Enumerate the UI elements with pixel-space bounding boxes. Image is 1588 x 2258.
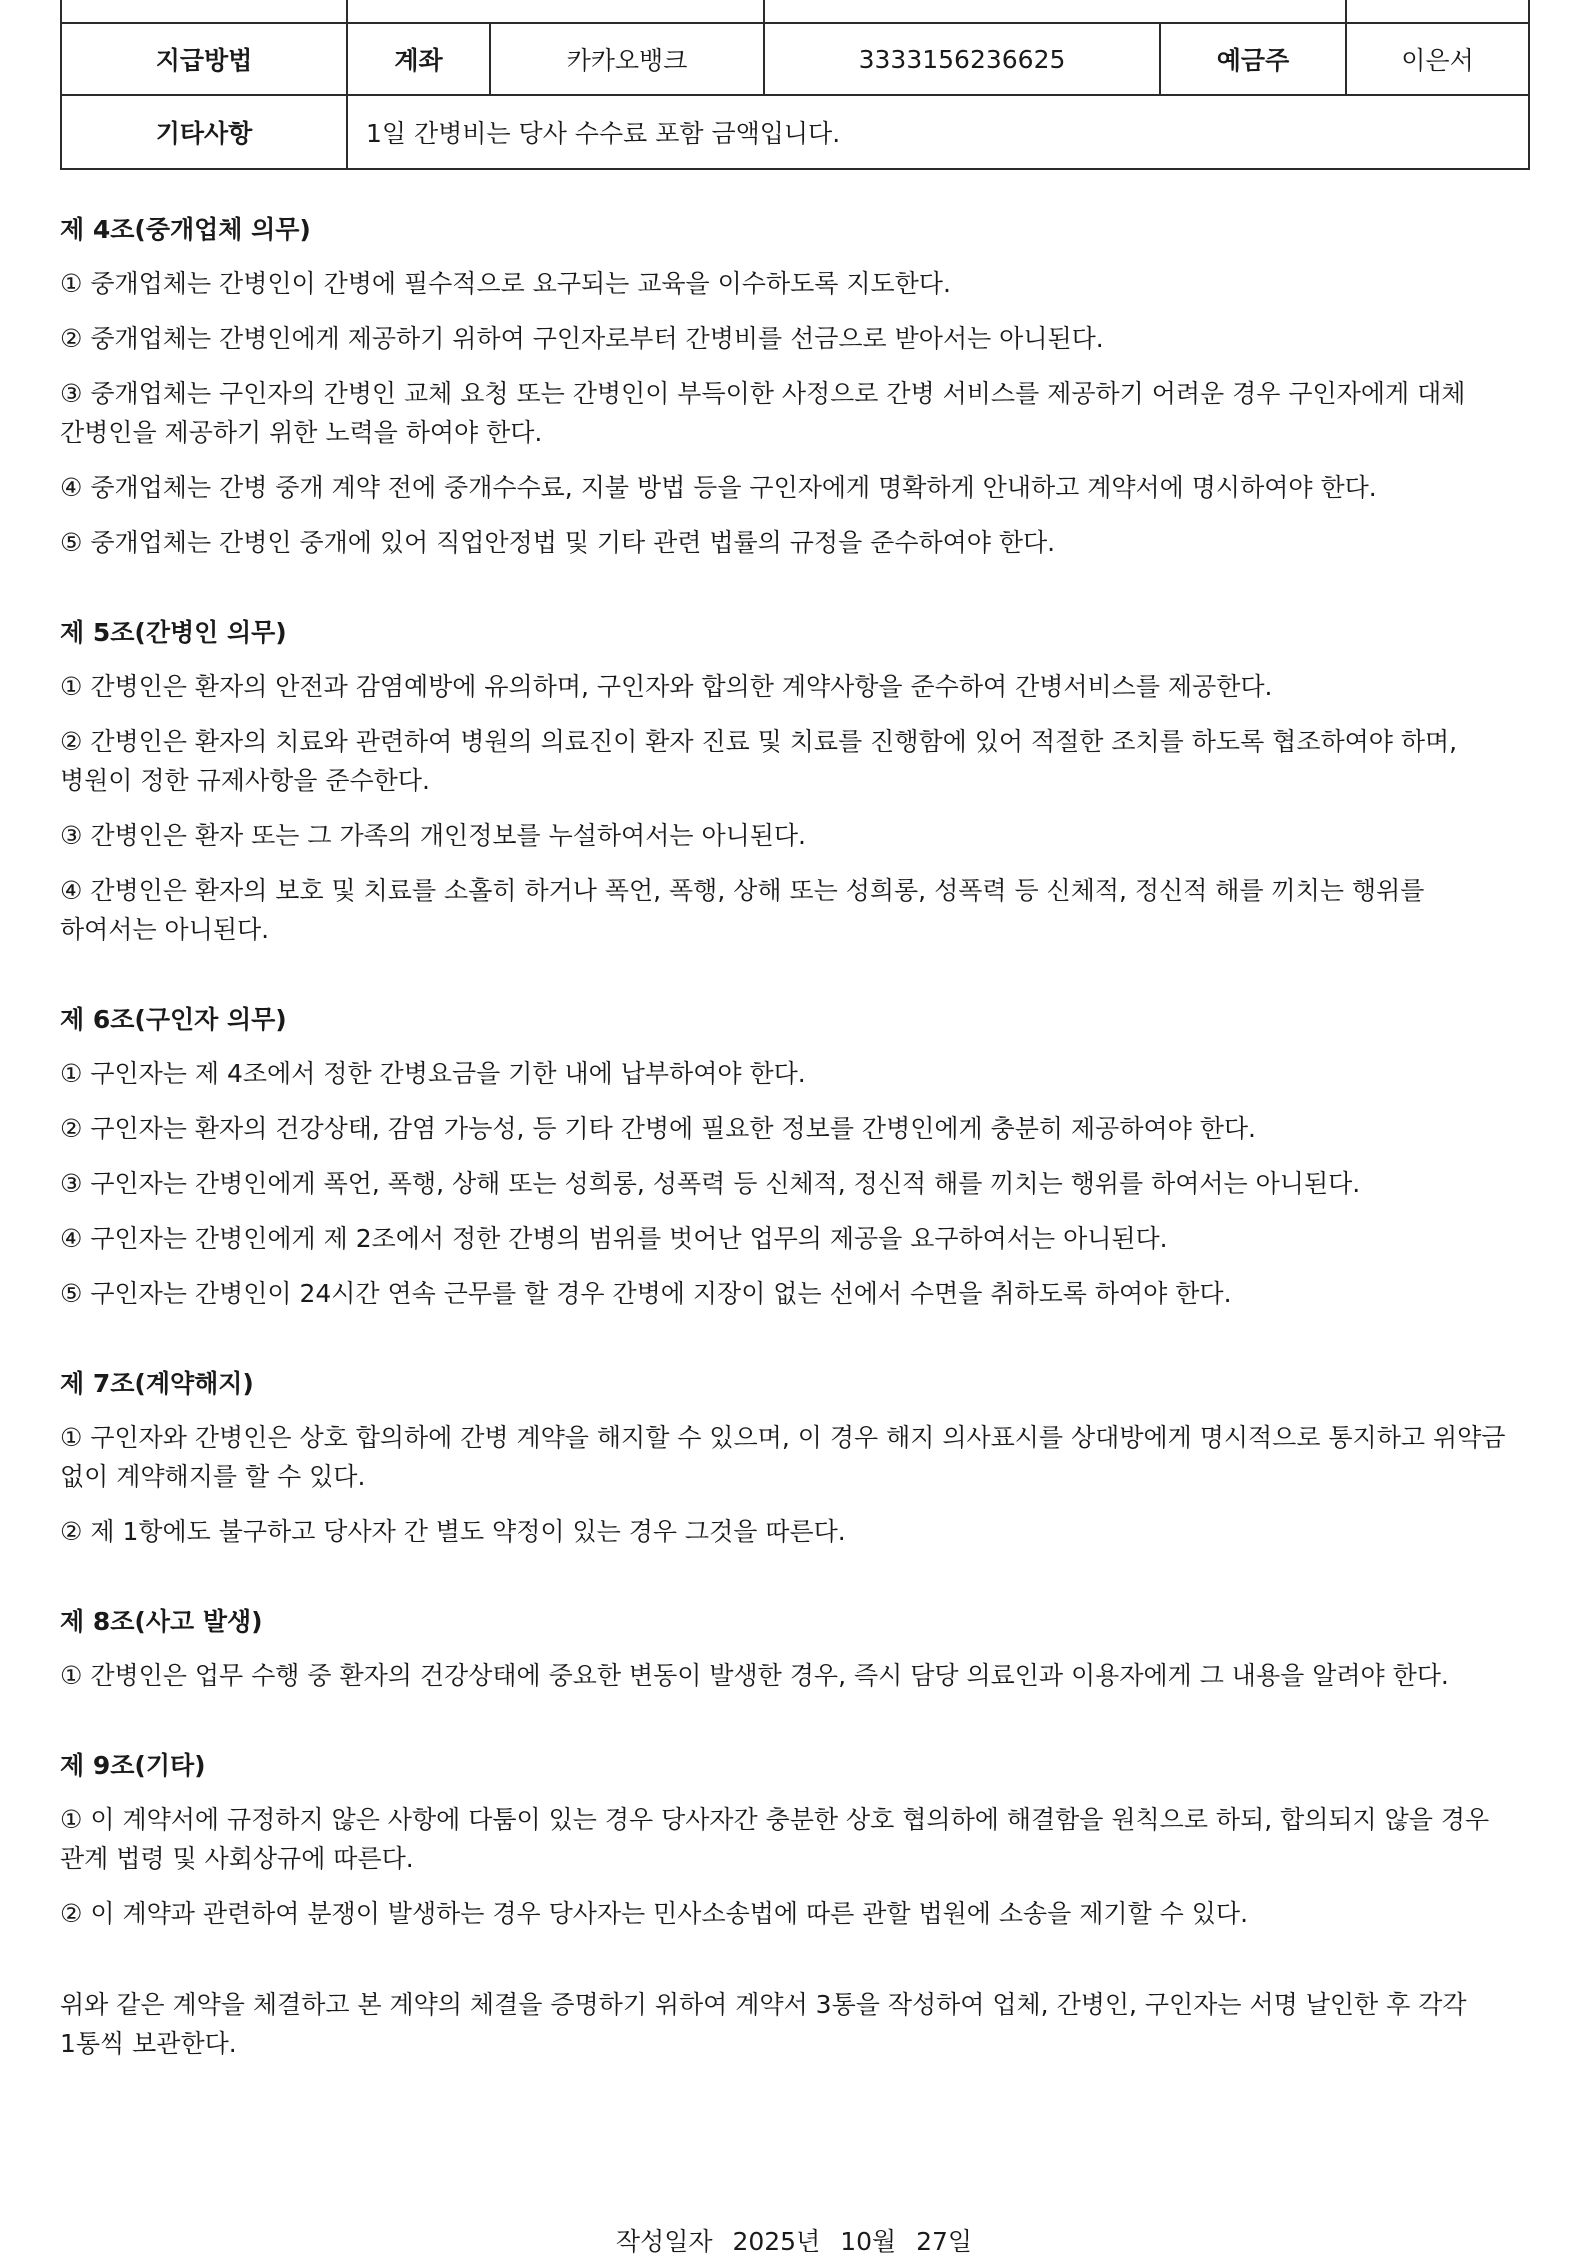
table-cell <box>61 0 347 23</box>
table-row-payment-method <box>61 23 1529 95</box>
article-6 <box>60 1000 1528 1313</box>
bank-name: 카카오뱅크 <box>490 23 764 95</box>
clause: ③ 중개업체는 구인자의 간병인 교체 요청 또는 간병인이 부득이한 사정으로 간병 서비스를 제공하기 어려운 경우 구인자에게 대체 간병인을 제공하기 위한 노력을 하여야 한다. <box>60 379 1466 447</box>
payment-info-table <box>60 0 1530 170</box>
clause: ② 구인자는 환자의 건강상태, 감염 가능성, 등 기타 간병에 필요한 정보를 간병인에게 충분히 제공하여야 한다. <box>60 1114 1256 1143</box>
article-9 <box>60 1746 1528 1933</box>
clause: ① 간병인은 환자의 안전과 감염예방에 유의하며, 구인자와 합의한 계약사항을 준수하여 간병서비스를 제공한다. <box>60 672 1273 701</box>
date-label: 작성일자 <box>615 2227 713 2256</box>
table-row-partial <box>61 0 1529 23</box>
notes-label: 기타사항 <box>61 95 347 169</box>
clause: ① 구인자와 간병인은 상호 합의하에 간병 계약을 해지할 수 있으며, 이 경우 해지 의사표시를 상대방에게 명시적으로 통지하고 위약금 없이 계약해지를 할 수 있다. <box>60 1423 1506 1491</box>
article-5 <box>60 613 1528 949</box>
date-month: 10월 <box>840 2227 897 2256</box>
article-title: 제 5조(간병인 의무) <box>60 618 287 647</box>
article-title: 제 8조(사고 발생) <box>60 1607 263 1636</box>
article-4 <box>60 210 1528 562</box>
account-number: 3333156236625 <box>764 23 1160 95</box>
clause: ③ 구인자는 간병인에게 폭언, 폭행, 상해 또는 성희롱, 성폭력 등 신체적, 정신적 해를 끼치는 행위를 하여서는 아니된다. <box>60 1169 1361 1198</box>
contract-body <box>60 210 1528 2063</box>
clause: ① 이 계약서에 규정하지 않은 사항에 다툼이 있는 경우 당사자간 충분한 상호 협의하에 해결함을 원칙으로 하되, 합의되지 않을 경우 관계 법령 및 사회상규에 따른다. <box>60 1805 1490 1873</box>
clause: ① 간병인은 업무 수행 중 환자의 건강상태에 중요한 변동이 발생한 경우, 즉시 담당 의료인과 이용자에게 그 내용을 알려야 한다. <box>60 1661 1449 1690</box>
date-day: 27일 <box>916 2227 973 2256</box>
table-cell <box>1346 0 1529 23</box>
payment-type-label: 계좌 <box>347 23 490 95</box>
closing-statement: 위와 같은 계약을 체결하고 본 계약의 체결을 증명하기 위하여 계약서 3통을 작성하여 업체, 간병인, 구인자는 서명 날인한 후 각각 1통씩 보관한다. <box>60 1990 1467 2058</box>
clause: ④ 중개업체는 간병 중개 계약 전에 중개수수료, 지불 방법 등을 구인자에게 명확하게 안내하고 계약서에 명시하여야 한다. <box>60 473 1377 502</box>
payment-method-label: 지급방법 <box>61 23 347 95</box>
notes-text: 1일 간병비는 당사 수수료 포함 금액입니다. <box>347 95 1529 169</box>
clause: ③ 간병인은 환자 또는 그 가족의 개인정보를 누설하여서는 아니된다. <box>60 821 806 850</box>
clause: ② 중개업체는 간병인에게 제공하기 위하여 구인자로부터 간병비를 선금으로 받아서는 아니된다. <box>60 324 1104 353</box>
article-7 <box>60 1364 1528 1551</box>
clause: ② 간병인은 환자의 치료와 관련하여 병원의 의료진이 환자 진료 및 치료를 진행함에 있어 적절한 조치를 하도록 협조하여야 하며, 병원이 정한 규제사항을 준수한다. <box>60 727 1458 795</box>
table-row-notes <box>61 95 1529 169</box>
clause: ⑤ 중개업체는 간병인 중개에 있어 직업안정법 및 기타 관련 법률의 규정을 준수하여야 한다. <box>60 528 1056 557</box>
clause: ② 이 계약과 관련하여 분쟁이 발생하는 경우 당사자는 민사소송법에 따른 관할 법원에 소송을 제기할 수 있다. <box>60 1899 1249 1928</box>
article-title: 제 6조(구인자 의무) <box>60 1005 287 1034</box>
account-holder-name: 이은서 <box>1346 23 1529 95</box>
clause: ④ 간병인은 환자의 보호 및 치료를 소홀히 하거나 폭언, 폭행, 상해 또는 성희롱, 성폭력 등 신체적, 정신적 해를 끼치는 행위를 하여서는 아니된다. <box>60 876 1425 944</box>
table-cell <box>347 0 764 23</box>
clause: ② 제 1항에도 불구하고 당사자 간 별도 약정이 있는 경우 그것을 따른다. <box>60 1517 846 1546</box>
article-title: 제 4조(중개업체 의무) <box>60 215 311 244</box>
clause: ⑤ 구인자는 간병인이 24시간 연속 근무를 할 경우 간병에 지장이 없는 선에서 수면을 취하도록 하여야 한다. <box>60 1279 1232 1308</box>
clause: ① 구인자는 제 4조에서 정한 간병요금을 기한 내에 납부하여야 한다. <box>60 1059 806 1088</box>
article-8 <box>60 1602 1528 1695</box>
article-title: 제 9조(기타) <box>60 1751 206 1780</box>
article-title: 제 7조(계약해지) <box>60 1369 254 1398</box>
table-cell <box>764 0 1346 23</box>
date-year: 2025년 <box>732 2227 821 2256</box>
signing-date <box>60 2222 1528 2258</box>
account-holder-label: 예금주 <box>1160 23 1346 95</box>
clause: ① 중개업체는 간병인이 간병에 필수적으로 요구되는 교육을 이수하도록 지도한다. <box>60 269 951 298</box>
clause: ④ 구인자는 간병인에게 제 2조에서 정한 간병의 범위를 벗어난 업무의 제공을 요구하여서는 아니된다. <box>60 1224 1168 1253</box>
